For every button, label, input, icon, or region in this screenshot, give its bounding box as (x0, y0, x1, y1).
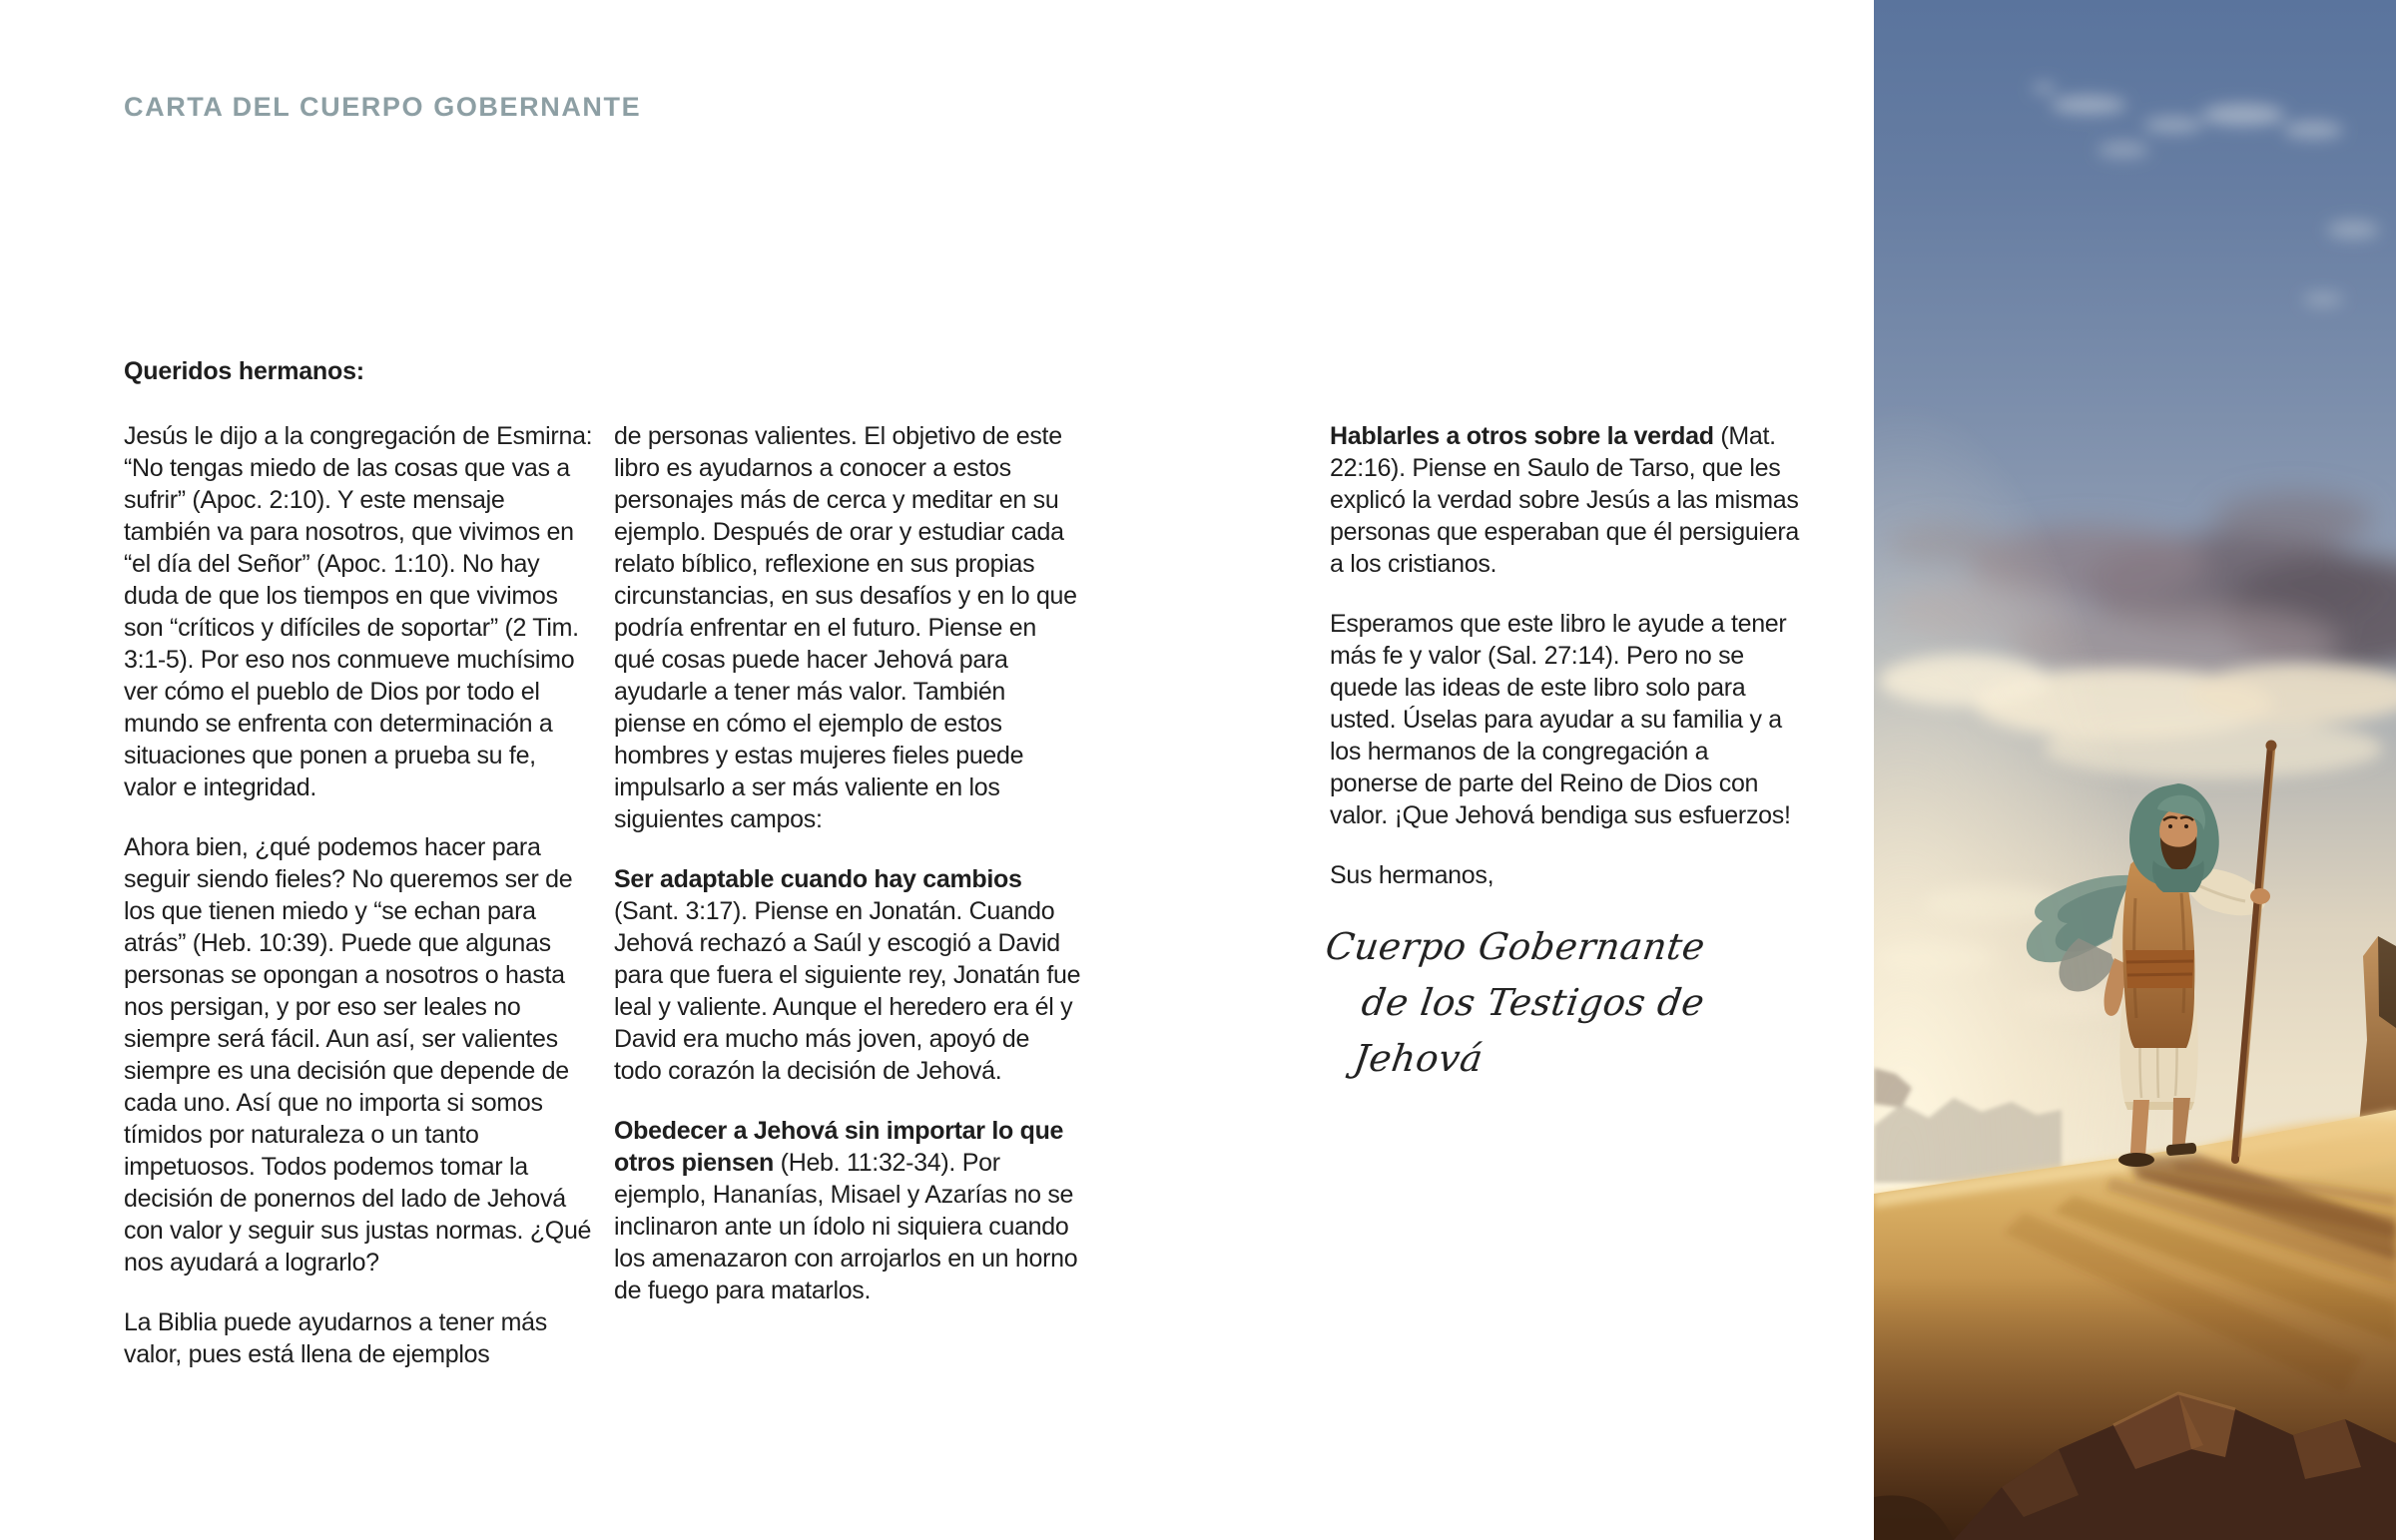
paragraph (124, 831, 593, 1279)
section-kicker: CARTA DEL CUERPO GOBERNANTE (124, 92, 642, 122)
paragraph-text: Jesús le dijo a la congregación de Esmirna: “No tengas miedo de las cosas que vas a sufrir” (Apoc. 2:10). Y este mensaje también va para nosotros, que vivimos en “el día del Señor” (Apoc. 1:10). No hay duda de que los tiempos en que vivimos son “críticos y difíciles de soportar” (2 Tim. 3:1-5). Por eso nos conmueve muchísimo ver cómo el pueblo de Dios por todo el mundo se enfrenta con determinación a situaciones que ponen a prueba su fe, valor e integridad. (124, 422, 593, 801)
paragraph (124, 420, 593, 803)
letter-salutation: Queridos hermanos: (124, 357, 364, 385)
letter-column-1 (124, 420, 593, 1398)
paragraph (614, 863, 1083, 1087)
paragraph-text: La Biblia puede ayudarnos a tener más valor, pues está llena de ejemplos (124, 1308, 547, 1368)
governing-body-signature (1306, 919, 1799, 1087)
illustration-desert-traveler (1874, 0, 2396, 1540)
paragraph-text: (Mat. 22:16). Piense en Saulo de Tarso, que les explicó la verdad sobre Jesús a las mismas personas que esperaban que él persiguiera a los cristianos. (1330, 422, 1799, 578)
gripping-hand (2250, 888, 2270, 904)
closing-line: Sus hermanos, (1330, 861, 1495, 889)
signature-line-1: Cuerpo Gobernante (1323, 925, 1708, 968)
paragraph-text: (Heb. 11:32-34). Por ejemplo, Hananías, Misael y Azarías no se inclinaron ante un ídolo ni siquiera cuando los amenazaron con arrojarlos en un horno de fuego para matarlos. (614, 1149, 1078, 1304)
illustration-canvas (1874, 0, 2396, 1540)
letter-column-3 (1323, 420, 1799, 1087)
paragraph-text: Ahora bien, ¿qué podemos hacer para seguir siendo fieles? No queremos ser de los que tienen miedo y “se echan para atrás” (Heb. 10:39). Puede que algunas personas se opongan a nosotros o hasta nos persigan, y por eso ser leales no siempre será fácil. Aun así, ser valientes siempre es una decisión que depende de cada uno. Así que no importa si somos tímidos por naturaleza o un tanto impetuosos. Todos podemos tomar la decisión de ponernos del lado de Jehová con valor y seguir sus justas normas. ¿Qué nos ayudará a lograrlo? (124, 833, 592, 1277)
paragraph (1330, 420, 1799, 580)
paragraph-text: (Sant. 3:17). Piense en Jonatán. Cuando Jehová rechazó a Saúl y escogió a David para que fuera el siguiente rey, Jonatán fue leal y valiente. Aunque el heredero era él y David era mucho más joven, apoyó de todo corazón la decisión de Jehová. (614, 897, 1081, 1085)
signature-line-2: de los Testigos de Jehová (1351, 981, 1708, 1080)
paragraph (1330, 608, 1799, 831)
paragraph (614, 420, 1083, 835)
front-sandal (2118, 1153, 2154, 1167)
paragraph (614, 1115, 1083, 1306)
paragraph-text: de personas valientes. El objetivo de este libro es ayudarnos a conocer a estos personajes más de cerca y meditar en su ejemplo. Después de orar y estudiar cada relato bíblico, reflexione en sus propias circunstancias, en sus desafíos y en lo que podría enfrentar en el futuro. Piense en qué cosas puede hacer Jehová para ayudarle a tener más valor. También piense en cómo el ejemplo de estos hombres y estas mujeres fieles puede impulsarlo a ser más valiente en los siguientes campos: (614, 422, 1077, 833)
waist-sash (2125, 950, 2194, 988)
paragraph (124, 1306, 593, 1370)
letter-column-2 (614, 420, 1083, 1334)
paragraph-lead-hablarles: Hablarles a otros sobre la verdad (1330, 422, 1714, 450)
paragraph-lead-obedecer: Obedecer a Jehová sin importar lo que otros piensen (614, 1117, 1064, 1177)
paragraph-lead-ser-adaptable: Ser adaptable cuando hay cambios (614, 865, 1022, 893)
paragraph-text: Esperamos que este libro le ayude a tener más fe y valor (Sal. 27:14). Pero no se quede las ideas de este libro solo para usted. Úselas para ayudar a su familia y a los hermanos de la congregación a ponerse de parte del Reino de Dios con valor. ¡Que Jehová bendiga sus esfuerzos! (1330, 610, 1791, 829)
